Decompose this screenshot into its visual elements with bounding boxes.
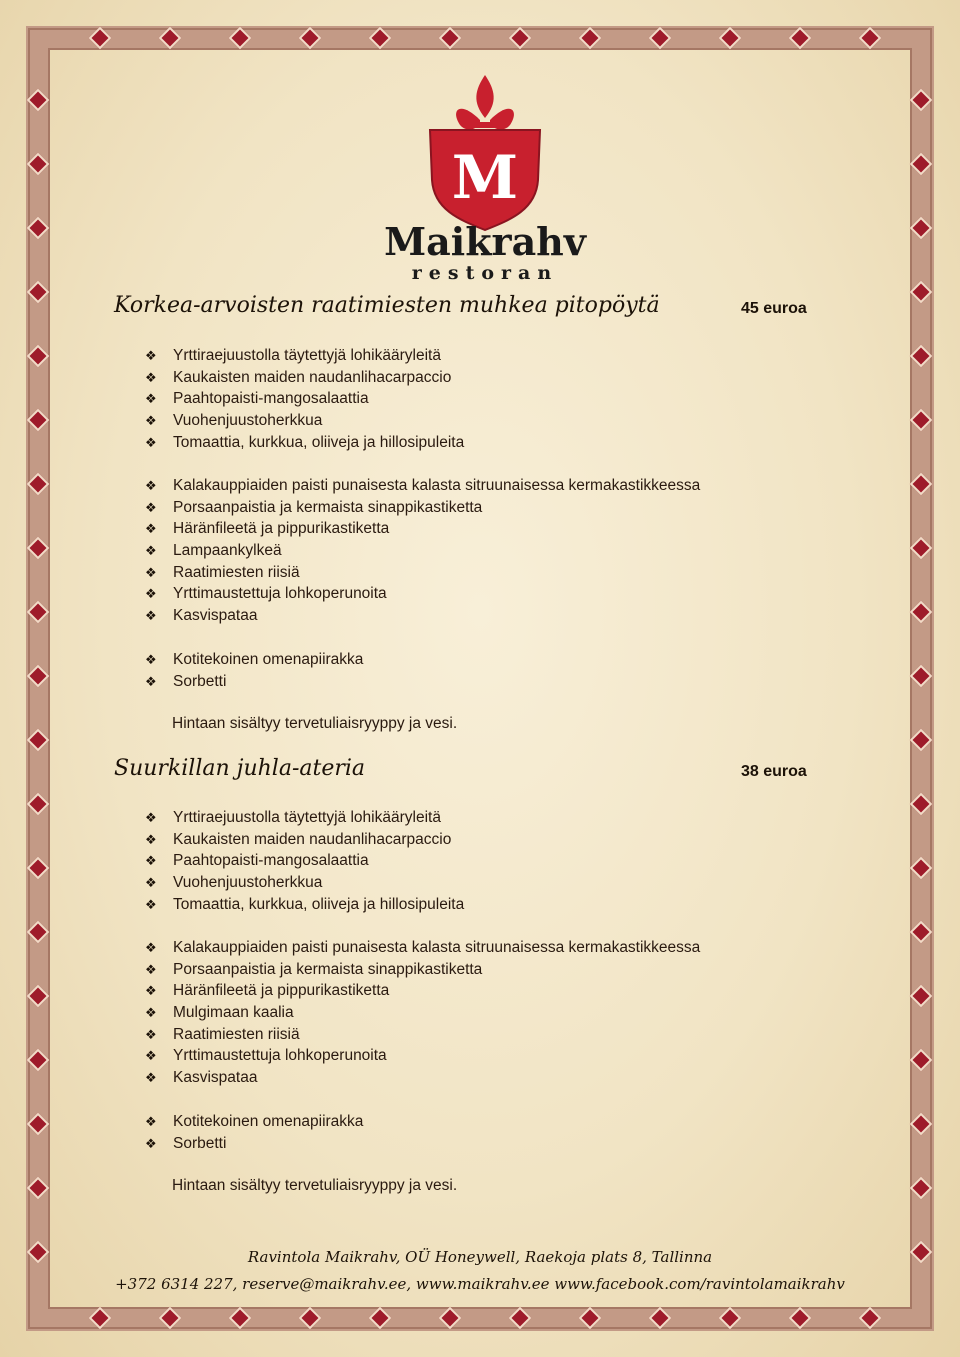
menu-item xyxy=(145,1045,700,1067)
bullet-icon: ❖ xyxy=(145,564,157,580)
brand-subtitle: restoran xyxy=(411,262,559,284)
brand-name: Maikrahv xyxy=(384,219,586,264)
menu-item xyxy=(145,850,464,872)
menu-item xyxy=(145,872,464,894)
menu-item xyxy=(145,1067,700,1089)
menu2-title: Suurkillan juhla-ateria xyxy=(114,756,366,781)
menu-item xyxy=(145,475,700,497)
menu-item xyxy=(145,345,464,367)
footer-contacts: +372 6314 227, reserve@maikrahv.ee, www.maikrahv.ee www.facebook.com/ravintolamaikrahv xyxy=(115,1275,845,1293)
menu-item xyxy=(145,980,700,1002)
bullet-icon: ❖ xyxy=(145,434,157,450)
bullet-icon: ❖ xyxy=(145,983,157,999)
menu-item-label: Raatimiesten riisiä xyxy=(173,1025,300,1043)
menu-item-label: Kasvispataa xyxy=(173,1069,258,1087)
menu-item xyxy=(145,1002,700,1024)
bullet-icon: ❖ xyxy=(145,1114,157,1129)
menu-item-label: Mulgimaan kaalia xyxy=(173,1004,294,1022)
bullet-icon: ❖ xyxy=(145,1048,157,1064)
menu-item-label: Yrttiraejuustolla täytettyjä lohikääryleitä xyxy=(173,809,441,826)
bullet-icon: ❖ xyxy=(145,608,157,624)
menu-item xyxy=(145,1111,363,1133)
menu-item-label: Porsaanpaistia ja kermaista sinappikastiketta xyxy=(173,498,483,516)
menu-item-label: Kaukaisten maiden naudanlihacarpaccio xyxy=(173,830,452,848)
menu-item xyxy=(145,605,700,627)
menu-item-label: Porsaanpaistia ja kermaista sinappikastiketta xyxy=(173,960,483,978)
menu-item xyxy=(145,807,464,829)
menu-item-label: Paahtopaisti-mangosalaattia xyxy=(173,390,369,408)
menu1-title: Korkea-arvoisten raatimiesten muhkea pitopöytä xyxy=(114,293,660,318)
menu-item-label: Raatimiesten riisiä xyxy=(173,563,300,581)
menu-item xyxy=(145,388,464,410)
bullet-icon: ❖ xyxy=(145,1135,157,1151)
bullet-icon: ❖ xyxy=(145,896,157,912)
menu-item xyxy=(145,671,363,693)
shield-letter: M xyxy=(451,143,519,213)
menu-item-label: Kalakauppiaiden paisti punaisesta kalasta sitruunaisessa kermakastikkeessa xyxy=(173,477,701,494)
menu-item-label: Vuohenjuustoherkkua xyxy=(173,412,323,430)
menu-item xyxy=(145,1133,363,1155)
menu-item-label: Sorbetti xyxy=(173,672,227,690)
menu-item-label: Sorbetti xyxy=(173,1134,227,1152)
bullet-icon: ❖ xyxy=(145,369,157,385)
menu-item-label: Kasvispataa xyxy=(173,607,258,625)
bullet-icon: ❖ xyxy=(145,961,157,977)
menu-item-label: Häränfileetä ja pippurikastiketta xyxy=(173,982,390,1000)
fleur-de-lis-icon xyxy=(456,75,514,130)
menu-item-label: Kotitekoinen omenapiirakka xyxy=(173,1113,364,1130)
bullet-icon: ❖ xyxy=(145,521,157,537)
bullet-icon: ❖ xyxy=(145,1070,157,1086)
menu-item-label: Häränfileetä ja pippurikastiketta xyxy=(173,520,390,538)
menu-item xyxy=(145,894,464,916)
menu-item-label: Yrttiraejuustolla täytettyjä lohikääryleitä xyxy=(173,347,441,364)
bullet-icon: ❖ xyxy=(145,543,157,559)
bullet-icon: ❖ xyxy=(145,1005,157,1021)
menu2-price: 38 euroa xyxy=(741,763,807,780)
menu1-mains xyxy=(145,475,700,627)
menu-item xyxy=(145,518,700,540)
bullet-icon: ❖ xyxy=(145,1026,157,1042)
menu-item-label: Kaukaisten maiden naudanlihacarpaccio xyxy=(173,368,452,386)
menu-item-label: Paahtopaisti-mangosalaattia xyxy=(173,852,369,870)
menu-item-label: Tomaattia, kurkkua, oliiveja ja hillosipuleita xyxy=(173,895,465,913)
menu-item xyxy=(145,367,464,389)
bullet-icon: ❖ xyxy=(145,810,157,825)
bullet-icon: ❖ xyxy=(145,391,157,407)
menu-item xyxy=(145,959,700,981)
footer-address: Ravintola Maikrahv, OÜ Honeywell, Raekoja plats 8, Tallinna xyxy=(247,1248,713,1266)
menu-item xyxy=(145,649,363,671)
menu-item xyxy=(145,410,464,432)
menu-item xyxy=(145,540,700,562)
bullet-icon: ❖ xyxy=(145,853,157,869)
bullet-icon: ❖ xyxy=(145,478,157,493)
menu2-desserts xyxy=(145,1111,363,1154)
menu-item-label: Tomaattia, kurkkua, oliiveja ja hillosipuleita xyxy=(173,433,465,451)
bullet-icon: ❖ xyxy=(145,586,157,602)
menu-item-label: Kotitekoinen omenapiirakka xyxy=(173,651,364,668)
menu-item xyxy=(145,583,700,605)
menu-item xyxy=(145,562,700,584)
bullet-icon: ❖ xyxy=(145,673,157,689)
bullet-icon: ❖ xyxy=(145,831,157,847)
menu-item-label: Yrttimaustettuja lohkoperunoita xyxy=(173,585,387,603)
menu-item-label: Vuohenjuustoherkkua xyxy=(173,874,323,892)
bullet-icon: ❖ xyxy=(145,413,157,429)
menu-item xyxy=(145,497,700,519)
menu-item-label: Kalakauppiaiden paisti punaisesta kalasta sitruunaisessa kermakastikkeessa xyxy=(173,939,701,956)
menu1-desserts xyxy=(145,649,363,692)
bullet-icon: ❖ xyxy=(145,652,157,667)
bullet-icon: ❖ xyxy=(145,940,157,955)
menu-item-label: Lampaankylkeä xyxy=(173,542,282,560)
menu-item xyxy=(145,937,700,959)
menu2-starters xyxy=(145,807,464,915)
menu1-price: 45 euroa xyxy=(741,300,807,317)
menu-item xyxy=(145,829,464,851)
menu-item xyxy=(145,1024,700,1046)
menu1-starters xyxy=(145,345,464,453)
menu-item-label: Yrttimaustettuja lohkoperunoita xyxy=(173,1047,387,1065)
menu2-note: Hintaan sisältyy tervetuliaisryyppy ja vesi. xyxy=(172,1177,458,1194)
menu1-note: Hintaan sisältyy tervetuliaisryyppy ja vesi. xyxy=(172,715,458,732)
menu-item xyxy=(145,432,464,454)
bullet-icon: ❖ xyxy=(145,499,157,515)
menu2-mains xyxy=(145,937,700,1089)
bullet-icon: ❖ xyxy=(145,875,157,891)
bullet-icon: ❖ xyxy=(145,348,157,363)
